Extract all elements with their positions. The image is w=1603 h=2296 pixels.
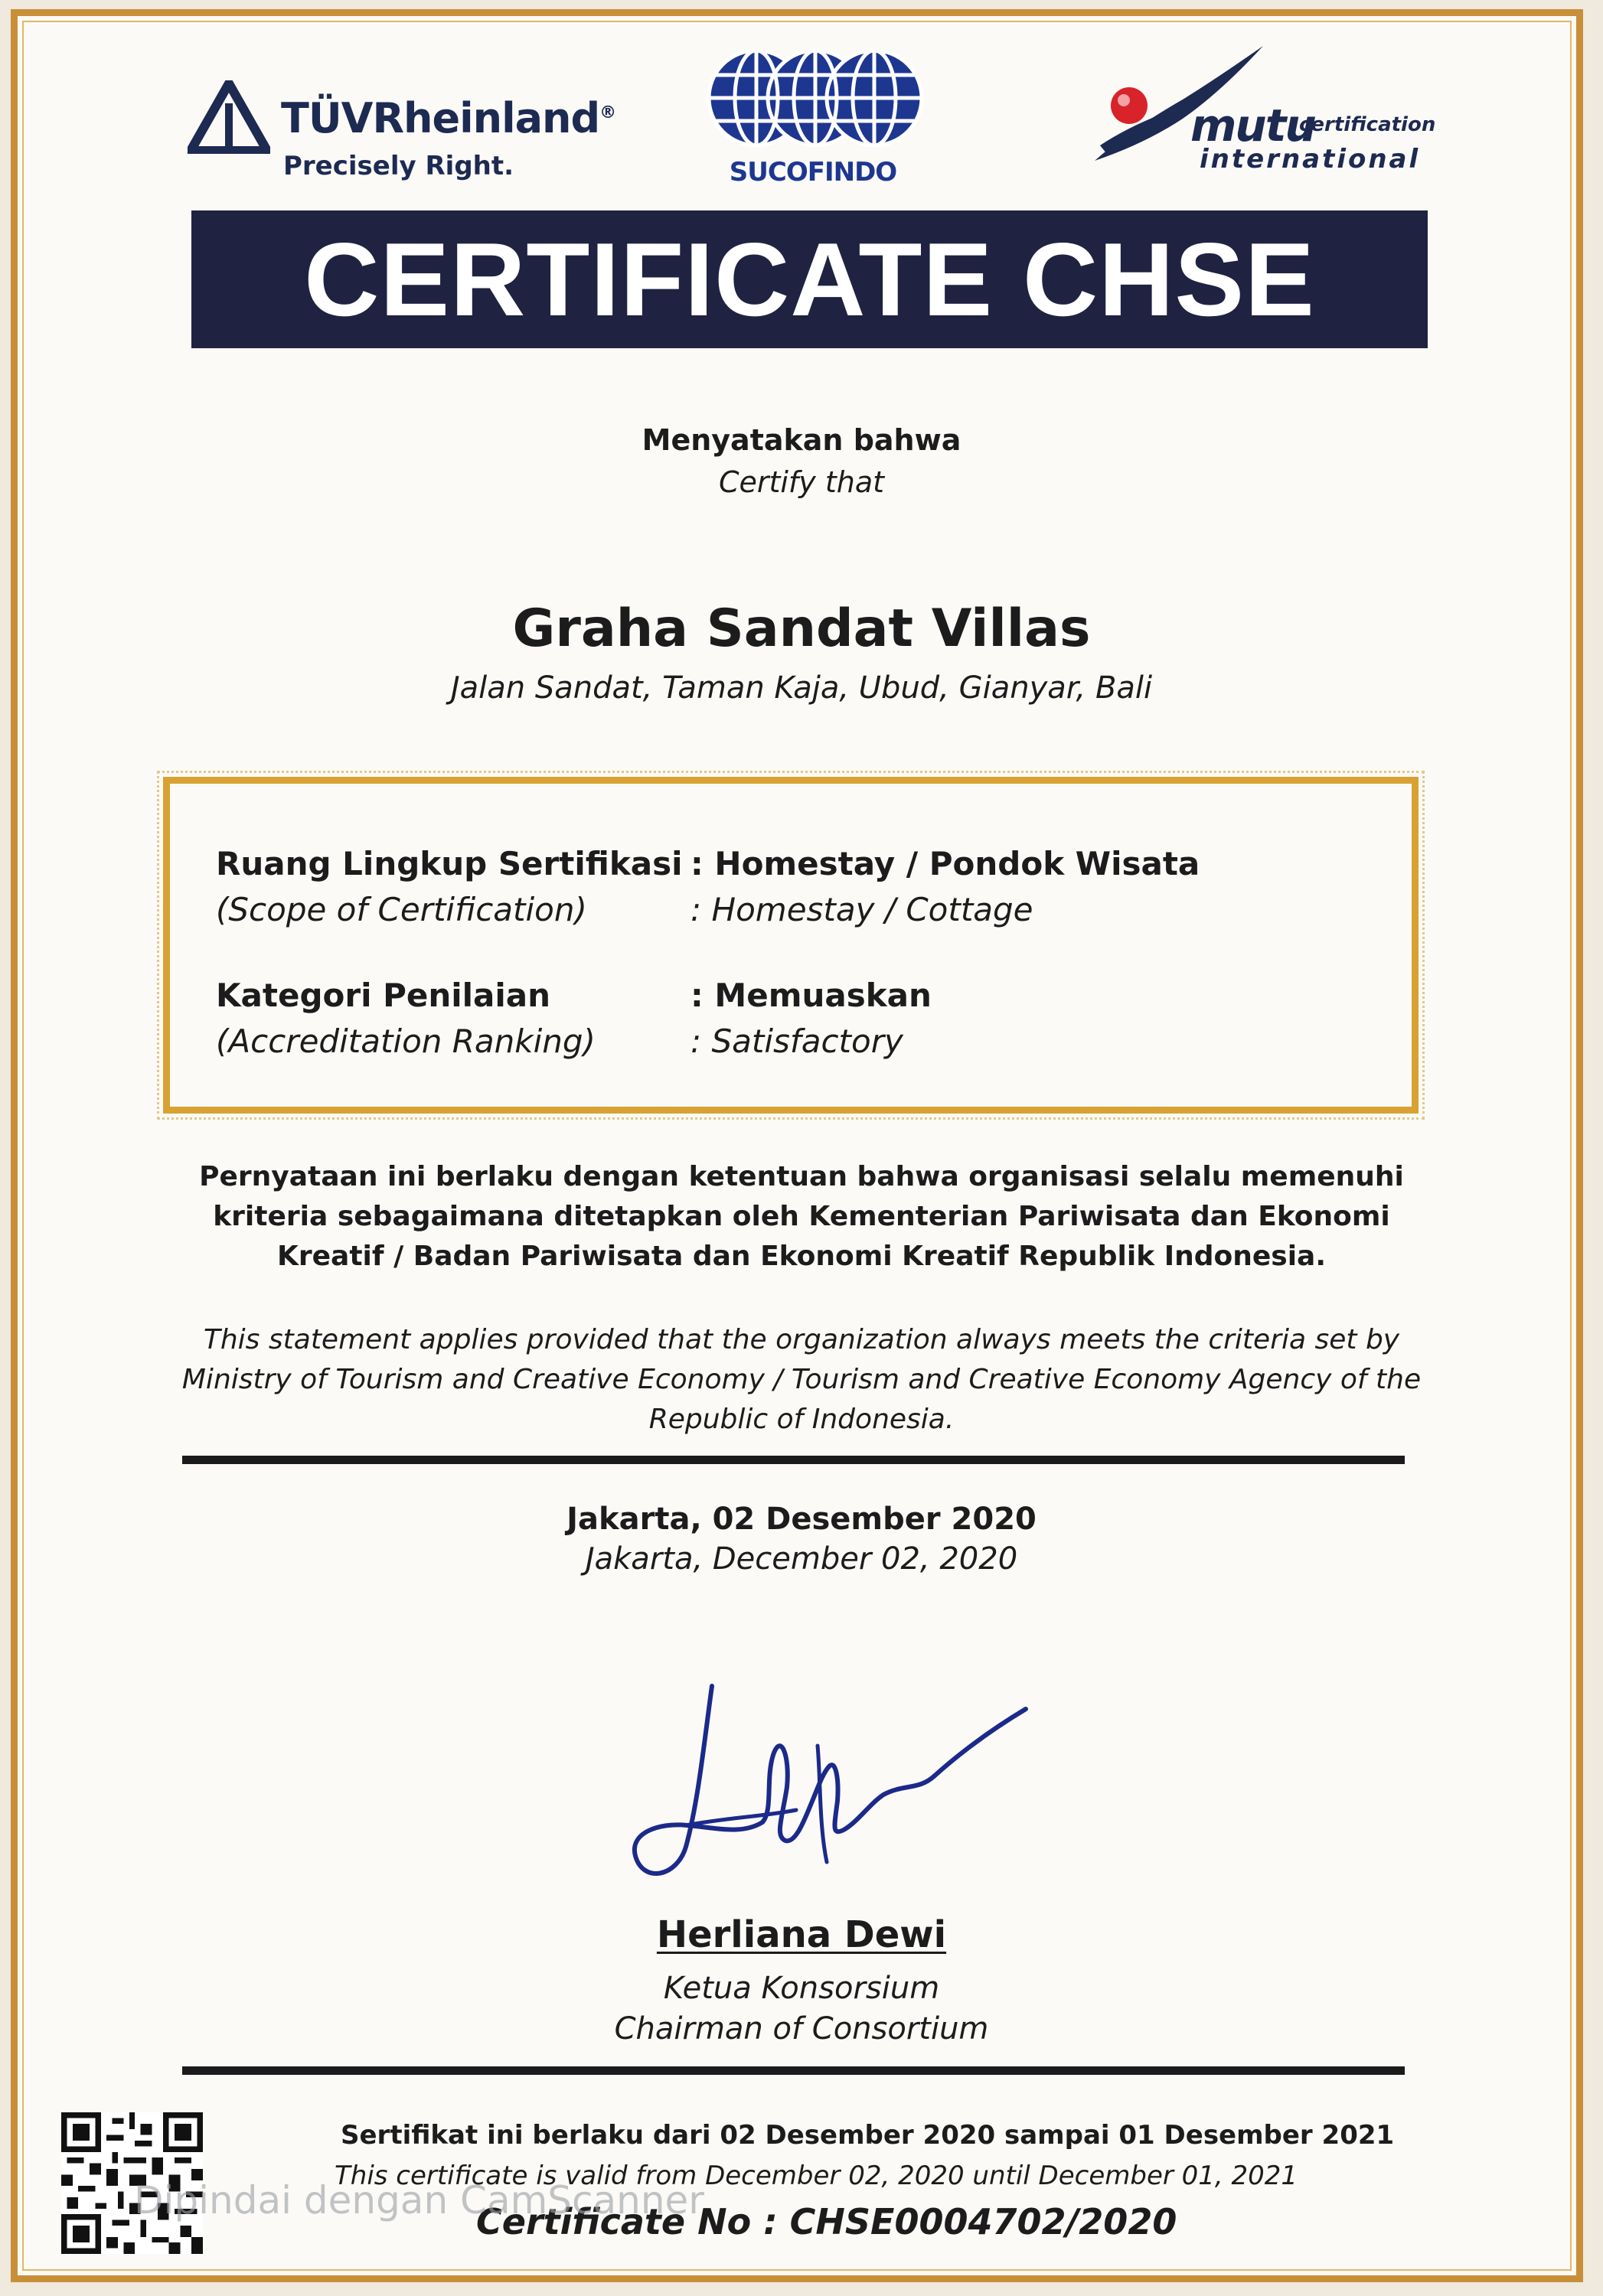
category-value-id: : Memuaskan [690,977,932,1014]
signature-image [612,1672,1072,1902]
sucofindo-logo-text: SUCOFINDO [729,157,897,188]
divider-bottom [182,2066,1405,2075]
scope-value-id: : Homestay / Pondok Wisata [690,845,1200,882]
intro-text-id: Menyatakan bahwa [642,423,961,457]
category-label-en: (Accreditation Ranking) [216,1022,596,1060]
scope-label-en: (Scope of Certification) [216,891,587,928]
validity-text-en: This certificate is valid from December 02, 2020 until December 01, 2021 [335,2161,1298,2191]
camscanner-watermark: Dipindai dengan CamScanner [134,2178,704,2223]
mutu-logo-certification: certification [1299,113,1436,136]
category-value-en: : Satisfactory [690,1022,903,1060]
company-address: Jalan Sandat, Taman Kaja, Ubud, Gianyar, Bali [450,670,1153,706]
intro-text-en: Certify that [718,465,885,499]
issue-date-id: Jakarta, 02 Desember 2020 [566,1502,1037,1537]
divider-top [182,1456,1405,1464]
tuv-logo-text: TÜVRheinland® [281,94,616,142]
sucofindo-globes-icon [704,46,926,153]
signer-role-en: Chairman of Consortium [614,2011,989,2047]
statement-id: Pernyataan ini berlaku dengan ketentuan bahwa organisasi selalu memenuhi kriteria sebagaimana ditetapkan oleh Kementerian Pariwisata dan Ekonomi Kreatif / Badan Pariwisata dan Ekonomi Kreatif Republik Indonesia. [199,1161,1404,1272]
mutu-logo-international: international [1200,144,1421,174]
tuv-tagline: Precisely Right. [283,151,514,181]
certificate-title-banner: CERTIFICATE CHSE [191,210,1428,348]
tuv-rheinland-logo [188,73,616,195]
category-label-id: Kategori Penilaian [216,977,551,1014]
scope-value-en: : Homestay / Cottage [690,891,1033,928]
statement-en: This statement applies provided that the organization always meets the criteria set by Ministry of Tourism and Creative Economy / Tourism and Creative Economy Agency of the Republic of Indonesia. [181,1324,1422,1435]
mutu-logo-text: mutu [1190,99,1315,152]
issue-date-en: Jakarta, December 02, 2020 [585,1541,1018,1577]
certification-details-box [163,777,1419,1114]
signer-role-id: Ketua Konsorsium [663,1971,940,2006]
validity-text-id: Sertifikat ini berlaku dari 02 Desember 2020 sampai 01 Desember 2021 [341,2120,1395,2151]
sucofindo-logo [698,46,943,191]
tuv-triangle-icon [188,80,270,154]
company-name: Graha Sandat Villas [512,598,1091,659]
mutu-certification-logo [1083,46,1436,191]
scope-label-id: Ruang Lingkup Sertifikasi [216,845,683,882]
certificate-number: Certificate No : CHSE0004702/2020 [476,2201,1177,2242]
signer-name: Herliana Dewi [656,1913,947,1956]
